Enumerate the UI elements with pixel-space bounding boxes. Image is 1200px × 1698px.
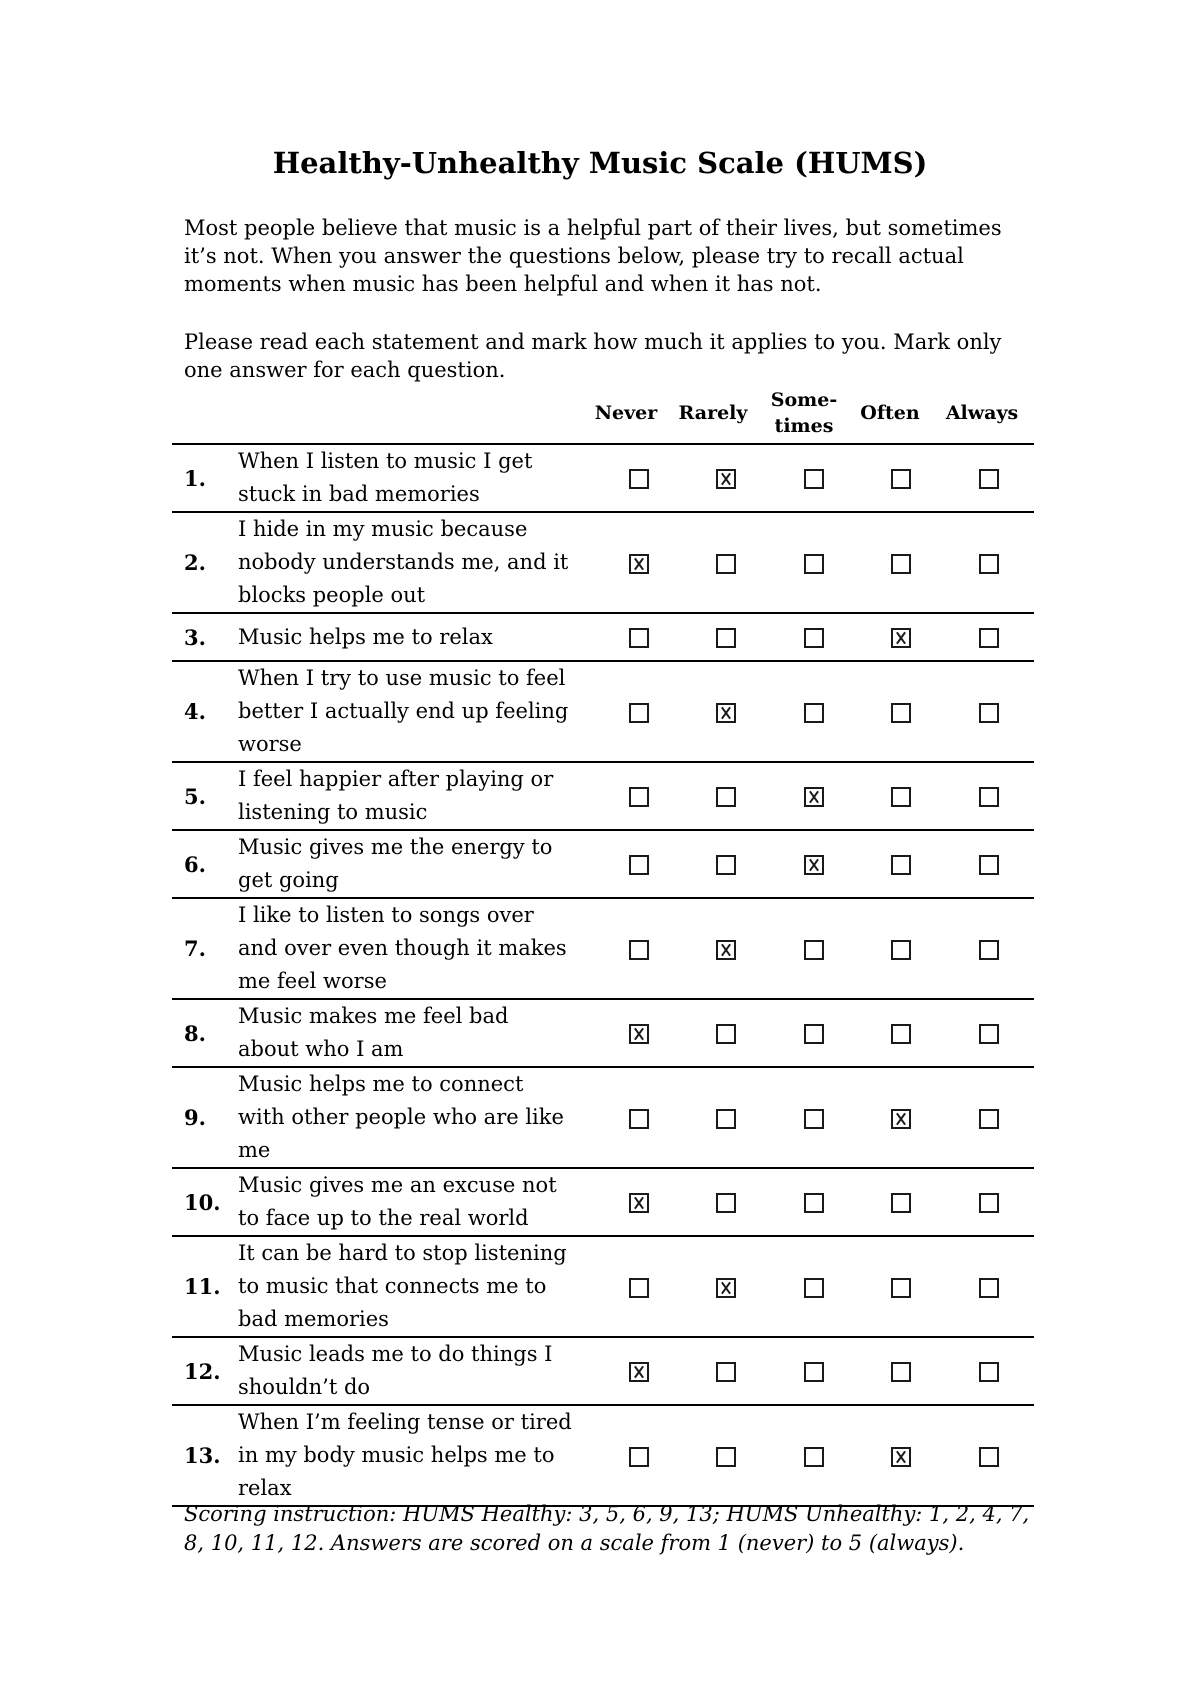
checkbox-sometimes[interactable]: [804, 1362, 824, 1382]
checkbox-always[interactable]: [979, 628, 999, 648]
option-cell-often: [858, 898, 944, 999]
item-statement: [238, 1067, 596, 1168]
option-cell-sometimes: [770, 512, 858, 613]
header-always: Always: [945, 402, 1019, 424]
header-sometimes-line2: times: [774, 415, 834, 437]
item-number: 7.: [172, 898, 238, 999]
checkbox-never-checked[interactable]: [629, 1193, 649, 1213]
option-cell-rarely: [682, 661, 770, 762]
option-cell-always: [944, 898, 1034, 999]
checkbox-often[interactable]: [891, 1193, 911, 1213]
item-statement-line: Music leads me to do things I: [238, 1342, 553, 1366]
checkbox-rarely-checked[interactable]: [716, 1278, 736, 1298]
checkbox-always[interactable]: [979, 1193, 999, 1213]
item-statement: [238, 762, 596, 830]
item-number: 1.: [172, 444, 238, 512]
item-row: [172, 661, 1034, 762]
option-cell-never: [596, 1405, 682, 1506]
checkbox-rarely[interactable]: [716, 1447, 736, 1467]
checkbox-never-checked[interactable]: [629, 554, 649, 574]
item-number: 12.: [172, 1337, 238, 1405]
option-cell-always: [944, 1067, 1034, 1168]
option-cell-always: [944, 444, 1034, 512]
checkbox-sometimes[interactable]: [804, 1193, 824, 1213]
checkbox-often[interactable]: [891, 703, 911, 723]
item-statement-line: Music helps me to relax: [238, 624, 493, 649]
checkbox-rarely[interactable]: [716, 787, 736, 807]
option-cell-sometimes: [770, 999, 858, 1067]
item-row: [172, 512, 1034, 613]
option-cell-never: [596, 999, 682, 1067]
option-cell-often: [858, 1168, 944, 1236]
checkbox-rarely[interactable]: [716, 554, 736, 574]
checkbox-never[interactable]: [629, 787, 649, 807]
option-cell-never: [596, 512, 682, 613]
items-table: [172, 443, 1034, 1507]
option-cell-never: [596, 613, 682, 661]
checkbox-never-checked[interactable]: [629, 1024, 649, 1044]
option-cell-never: [596, 762, 682, 830]
item-statement: [238, 898, 596, 999]
option-cell-often: [858, 1405, 944, 1506]
option-cell-rarely: [682, 830, 770, 898]
checkbox-always[interactable]: [979, 469, 999, 489]
item-statement-line: Music gives me an excuse not: [238, 1173, 557, 1197]
checkbox-sometimes-checked[interactable]: [804, 787, 824, 807]
option-cell-always: [944, 1337, 1034, 1405]
item-number: 4.: [172, 661, 238, 762]
item-statement-line: with other people who are like: [238, 1105, 564, 1129]
option-cell-sometimes: [770, 613, 858, 661]
item-row: [172, 1236, 1034, 1337]
option-cell-never: [596, 444, 682, 512]
item-statement-line: I hide in my music because: [238, 517, 528, 541]
item-statement-line: I feel happier after playing or: [238, 767, 554, 791]
item-statement-line: to music that connects me to: [238, 1274, 547, 1298]
option-cell-sometimes: [770, 661, 858, 762]
instructions-paragraph: Please read each statement and mark how much it applies to you. Mark only one answer for each question.: [184, 330, 1002, 382]
header-sometimes-line1: Some-: [770, 389, 838, 411]
option-cell-rarely: [682, 999, 770, 1067]
option-cell-never: [596, 1067, 682, 1168]
option-cell-rarely: [682, 1168, 770, 1236]
checkbox-often[interactable]: [891, 787, 911, 807]
checkbox-sometimes[interactable]: [804, 628, 824, 648]
item-row: [172, 1337, 1034, 1405]
item-statement-line: bad memories: [238, 1307, 389, 1331]
checkbox-rarely[interactable]: [716, 855, 736, 875]
item-statement-line: nobody understands me, and it: [238, 550, 569, 574]
item-statement-line: and over even though it makes: [238, 936, 567, 960]
item-statement: [238, 613, 596, 661]
option-cell-always: [944, 1405, 1034, 1506]
intro-paragraph: Most people believe that music is a helpful part of their lives, but sometimes it’s not. When you answer the questions below, please try to recall actual moments when music has been helpful and when it has not.: [184, 216, 1002, 296]
item-statement-line: When I’m feeling tense or tired: [238, 1410, 572, 1434]
option-cell-always: [944, 1236, 1034, 1337]
item-statement-line: me: [238, 1138, 271, 1162]
checkbox-never[interactable]: [629, 1278, 649, 1298]
checkbox-rarely-checked[interactable]: [716, 703, 736, 723]
item-number: 3.: [172, 613, 238, 661]
header-never: Never: [594, 402, 658, 424]
item-statement-line: It can be hard to stop listening: [238, 1241, 567, 1265]
checkbox-always[interactable]: [979, 1362, 999, 1382]
option-cell-rarely: [682, 1236, 770, 1337]
header-often: Often: [860, 402, 920, 424]
option-cell-often: [858, 661, 944, 762]
checkbox-never-checked[interactable]: [629, 1362, 649, 1382]
option-cell-often: [858, 444, 944, 512]
header-sometimes: [762, 384, 846, 442]
checkbox-sometimes[interactable]: [804, 1278, 824, 1298]
option-cell-never: [596, 661, 682, 762]
checkbox-always[interactable]: [979, 554, 999, 574]
item-row: [172, 1405, 1034, 1506]
checkbox-sometimes[interactable]: [804, 1024, 824, 1044]
checkbox-always[interactable]: [979, 855, 999, 875]
option-cell-often: [858, 999, 944, 1067]
option-cell-always: [944, 613, 1034, 661]
checkbox-often[interactable]: [891, 1024, 911, 1044]
option-cell-sometimes: [770, 1405, 858, 1506]
checkbox-never[interactable]: [629, 855, 649, 875]
item-statement-line: stuck in bad memories: [238, 482, 480, 506]
item-number: 9.: [172, 1067, 238, 1168]
item-number: 11.: [172, 1236, 238, 1337]
item-statement-line: in my body music helps me to: [238, 1443, 555, 1467]
option-cell-always: [944, 512, 1034, 613]
item-statement: [238, 1168, 596, 1236]
option-cell-never: [596, 1236, 682, 1337]
item-statement: [238, 661, 596, 762]
checkbox-sometimes[interactable]: [804, 469, 824, 489]
option-cell-always: [944, 999, 1034, 1067]
item-statement: [238, 512, 596, 613]
item-number: 8.: [172, 999, 238, 1067]
checkbox-always[interactable]: [979, 940, 999, 960]
option-cell-often: [858, 1236, 944, 1337]
option-cell-rarely: [682, 512, 770, 613]
option-cell-sometimes: [770, 1236, 858, 1337]
checkbox-never[interactable]: [629, 628, 649, 648]
header-rarely: Rarely: [678, 402, 748, 424]
checkbox-always[interactable]: [979, 787, 999, 807]
item-statement-line: shouldn’t do: [238, 1375, 371, 1399]
item-statement-line: me feel worse: [238, 969, 387, 993]
option-cell-rarely: [682, 762, 770, 830]
option-cell-often: [858, 613, 944, 661]
item-statement-line: get going: [238, 868, 339, 892]
item-row: [172, 1168, 1034, 1236]
item-row: [172, 444, 1034, 512]
checkbox-rarely[interactable]: [716, 1024, 736, 1044]
checkbox-sometimes[interactable]: [804, 703, 824, 723]
checkbox-never[interactable]: [629, 1447, 649, 1467]
option-cell-never: [596, 1168, 682, 1236]
item-statement: [238, 1337, 596, 1405]
checkbox-often-checked[interactable]: [891, 1109, 911, 1129]
option-cell-rarely: [682, 1337, 770, 1405]
option-cell-often: [858, 830, 944, 898]
item-row: [172, 613, 1034, 661]
item-statement-line: blocks people out: [238, 583, 426, 607]
item-row: [172, 898, 1034, 999]
checkbox-often[interactable]: [891, 1278, 911, 1298]
checkbox-often[interactable]: [891, 1362, 911, 1382]
item-statement: [238, 1405, 596, 1506]
checkbox-often[interactable]: [891, 855, 911, 875]
item-row: [172, 830, 1034, 898]
option-cell-sometimes: [770, 1168, 858, 1236]
option-cell-sometimes: [770, 1337, 858, 1405]
checkbox-rarely-checked[interactable]: [716, 469, 736, 489]
option-cell-sometimes: [770, 444, 858, 512]
checkbox-often[interactable]: [891, 469, 911, 489]
item-statement-line: Music helps me to connect: [238, 1072, 524, 1096]
item-statement-line: about who I am: [238, 1037, 404, 1061]
checkbox-always[interactable]: [979, 1109, 999, 1129]
option-cell-rarely: [682, 898, 770, 999]
checkbox-sometimes[interactable]: [804, 1447, 824, 1467]
checkbox-rarely[interactable]: [716, 1193, 736, 1213]
checkbox-sometimes[interactable]: [804, 1109, 824, 1129]
checkbox-sometimes[interactable]: [804, 940, 824, 960]
option-cell-sometimes: [770, 830, 858, 898]
checkbox-rarely[interactable]: [716, 1109, 736, 1129]
checkbox-always[interactable]: [979, 1024, 999, 1044]
item-statement-line: When I listen to music I get: [238, 449, 533, 473]
option-cell-sometimes: [770, 898, 858, 999]
checkbox-never[interactable]: [629, 703, 649, 723]
option-cell-always: [944, 1168, 1034, 1236]
item-number: 6.: [172, 830, 238, 898]
item-statement-line: I like to listen to songs over: [238, 903, 534, 927]
item-row: [172, 762, 1034, 830]
option-cell-often: [858, 512, 944, 613]
option-cell-rarely: [682, 613, 770, 661]
option-cell-sometimes: [770, 762, 858, 830]
item-statement: [238, 444, 596, 512]
checkbox-sometimes[interactable]: [804, 554, 824, 574]
option-cell-often: [858, 1337, 944, 1405]
page-title: Healthy-Unhealthy Music Scale (HUMS): [272, 146, 928, 180]
option-cell-rarely: [682, 1067, 770, 1168]
item-number: 13.: [172, 1405, 238, 1506]
option-cell-always: [944, 661, 1034, 762]
option-cell-often: [858, 762, 944, 830]
item-row: [172, 1067, 1034, 1168]
item-number: 5.: [172, 762, 238, 830]
option-cell-always: [944, 830, 1034, 898]
checkbox-rarely[interactable]: [716, 628, 736, 648]
item-statement: [238, 999, 596, 1067]
checkbox-rarely[interactable]: [716, 1362, 736, 1382]
option-cell-rarely: [682, 444, 770, 512]
scoring-instruction: Scoring instruction: HUMS Healthy: 3, 5, 6, 9, 13; HUMS Unhealthy: 1, 2, 4, 7, 8, 10, 11, 12. Answers are scored on a scale from 1 (never) to 5 (always).: [184, 1502, 1030, 1555]
item-statement: [238, 830, 596, 898]
item-number: 10.: [172, 1168, 238, 1236]
item-statement-line: listening to music: [238, 800, 428, 824]
item-statement-line: worse: [238, 732, 302, 756]
checkbox-always[interactable]: [979, 703, 999, 723]
checkbox-often-checked[interactable]: [891, 1447, 911, 1467]
item-statement-line: Music gives me the energy to: [238, 835, 553, 859]
checkbox-never[interactable]: [629, 469, 649, 489]
item-statement-line: better I actually end up feeling: [238, 699, 569, 723]
option-cell-sometimes: [770, 1067, 858, 1168]
checkbox-often[interactable]: [891, 554, 911, 574]
checkbox-often-checked[interactable]: [891, 628, 911, 648]
item-statement-line: When I try to use music to feel: [238, 666, 566, 690]
checkbox-always[interactable]: [979, 1278, 999, 1298]
checkbox-often[interactable]: [891, 940, 911, 960]
item-row: [172, 999, 1034, 1067]
checkbox-always[interactable]: [979, 1447, 999, 1467]
checkbox-never[interactable]: [629, 940, 649, 960]
option-cell-often: [858, 1067, 944, 1168]
item-statement-line: to face up to the real world: [238, 1206, 529, 1230]
item-statement-line: Music makes me feel bad: [238, 1004, 509, 1028]
item-number: 2.: [172, 512, 238, 613]
checkbox-sometimes-checked[interactable]: [804, 855, 824, 875]
option-cell-never: [596, 830, 682, 898]
option-cell-rarely: [682, 1405, 770, 1506]
checkbox-never[interactable]: [629, 1109, 649, 1129]
checkbox-rarely-checked[interactable]: [716, 940, 736, 960]
option-cell-never: [596, 898, 682, 999]
item-statement-line: relax: [238, 1476, 292, 1500]
option-cell-never: [596, 1337, 682, 1405]
item-statement: [238, 1236, 596, 1337]
option-cell-always: [944, 762, 1034, 830]
